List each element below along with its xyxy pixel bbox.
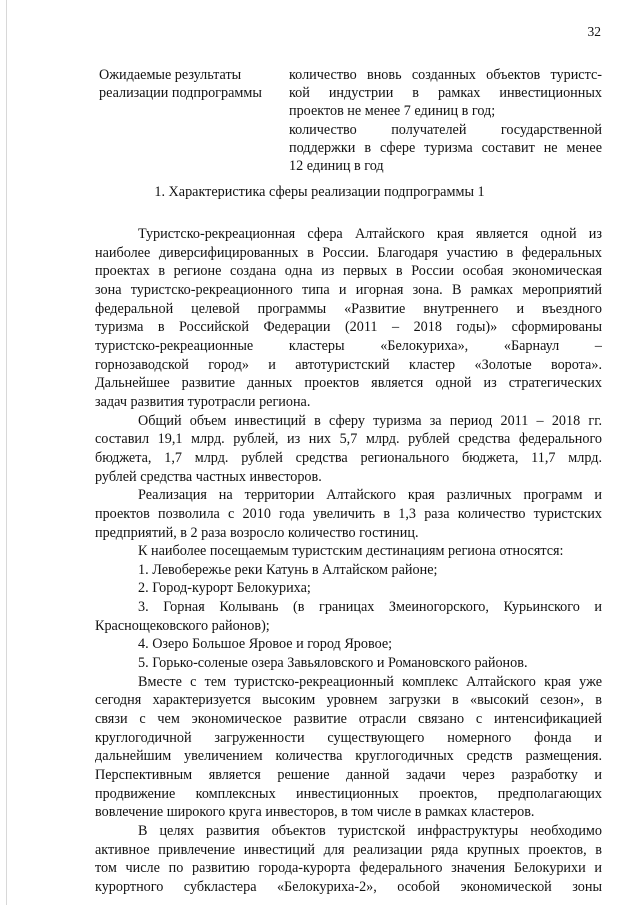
paragraph [95, 542, 602, 561]
text-line: дальнейшим увеличением количества круглогодичных средств размещения. [95, 748, 602, 765]
text-line: связи с чем экономическое развитие отрасли связано с интенсификацией [95, 711, 602, 728]
text-line: Краснощековского районов); [95, 617, 270, 634]
value-line: 12 единиц в год [289, 158, 384, 175]
list-item [95, 635, 602, 654]
text-line: К наиболее посещаемым туристским дестинациям региона относятся: [138, 543, 564, 560]
scan-edge-line [6, 0, 7, 905]
list-item [95, 561, 602, 580]
text-line: круглогодичной загруженности существующего номерного фонда и [95, 729, 602, 746]
text-line: предприятий, в 2 раза возросло количество гостиниц. [95, 524, 419, 541]
text-line: продвижение комплексных инвестиционных проектов, предполагающих [95, 785, 602, 802]
text-line: горнозаводской город» и автотуристский кластер «Золотые ворота». [95, 356, 602, 373]
text-line: Перспективным является решение данной задачи через разработку и [95, 767, 602, 784]
list-item [95, 579, 602, 598]
text-line: задач развития туротрасли региона. [95, 393, 311, 410]
value-line: проектов не менее 7 единиц в год; [289, 103, 496, 120]
text-line: туристско-рекреационные кластеры «Белокуриха», «Барнаул – [95, 337, 602, 354]
text-line: составил 19,1 млрд. рублей, из них 5,7 млрд. рублей средства федерального [95, 431, 602, 448]
text-line: туризма в Российской Федерации (2011 – 2018 годы)» сформированы [95, 319, 602, 336]
text-line: вовлечение широкого круга инвесторов, в том числе в рамках кластеров. [95, 804, 535, 821]
paragraph [95, 822, 602, 897]
text-line: зона туристско-рекреационного типа и игорная зона. В рамках мероприятий [95, 281, 602, 298]
section-heading: 1. Характеристика сферы реализации подпрограммы 1 [154, 184, 485, 200]
text-line: активное привлечение инвестиций для реализации ряда крупных проектов, в [95, 841, 602, 858]
value-line: кой индустрии в рамках инвестиционных [289, 85, 602, 102]
text-line: 1. Левобережье реки Катунь в Алтайском районе; [138, 561, 438, 578]
paragraph [95, 225, 602, 412]
body-text [95, 225, 602, 897]
label-line: реализации подпрограммы [99, 85, 262, 102]
text-line: 3. Горная Колывань (в границах Змеиногорского, Курьинского и [138, 599, 602, 616]
text-line: Вместе с тем туристско-рекреационный комплекс Алтайского края уже [138, 673, 602, 690]
text-line: федеральной целевой программы «Развитие внутреннего и въездного [95, 300, 602, 317]
text-line: бюджета, 1,7 млрд. рублей средства регионального бюджета, 11,7 млрд. [95, 449, 602, 466]
text-line: В целях развития объектов туристской инфраструктуры необходимо [138, 823, 602, 839]
text-line: том числе по развитию города-курорта федерального значения Белокурихи и [95, 860, 602, 877]
text-line: Туристско-рекреационная сфера Алтайского края является одной из [138, 226, 602, 242]
value-line: количество получателей государственной [289, 121, 602, 138]
text-line: проектах в регионе создана одна из первых в России особая экономическая [95, 263, 602, 280]
text-line: рублей средства частных инвесторов. [95, 468, 322, 485]
paragraph [95, 673, 602, 822]
label-line: Ожидаемые результаты [99, 67, 242, 83]
list-item [95, 654, 602, 673]
page-number: 32 [587, 24, 601, 39]
text-line: проектов позволила с 2010 года увеличить в 1,3 раза количество туристских [95, 505, 602, 522]
value-line: поддержки в сфере туризма составит не менее [289, 139, 602, 156]
text-line: 2. Город-курорт Белокуриха; [138, 580, 311, 597]
text-line: 4. Озеро Большое Яровое и город Яровое; [138, 636, 393, 653]
paragraph [95, 486, 602, 542]
text-line: 5. Горько-соленые озера Завьяловского и Романовского районов. [138, 655, 528, 672]
text-line: Реализация на территории Алтайского края различных программ и [138, 487, 602, 504]
list-item [95, 598, 602, 635]
text-line: наиболее диверсифицированных в России. Благодаря участию в федеральных [95, 244, 602, 261]
text-line: Общий объем инвестиций в сферу туризма за период 2011 – 2018 гг. [138, 412, 602, 429]
expected-results-label [99, 66, 279, 102]
text-line: Дальнейшее развитие данных проектов является одной из стратегических [95, 375, 602, 392]
paragraph [95, 412, 602, 487]
expected-results-value [289, 66, 602, 175]
text-line: курортного субкластера «Белокуриха-2», особой экономической зоны [95, 878, 602, 895]
text-line: сегодня характеризуется высоким уровнем загрузки в «высокий сезон», в [95, 692, 602, 709]
value-line: количество вновь созданных объектов туристс- [289, 67, 602, 83]
